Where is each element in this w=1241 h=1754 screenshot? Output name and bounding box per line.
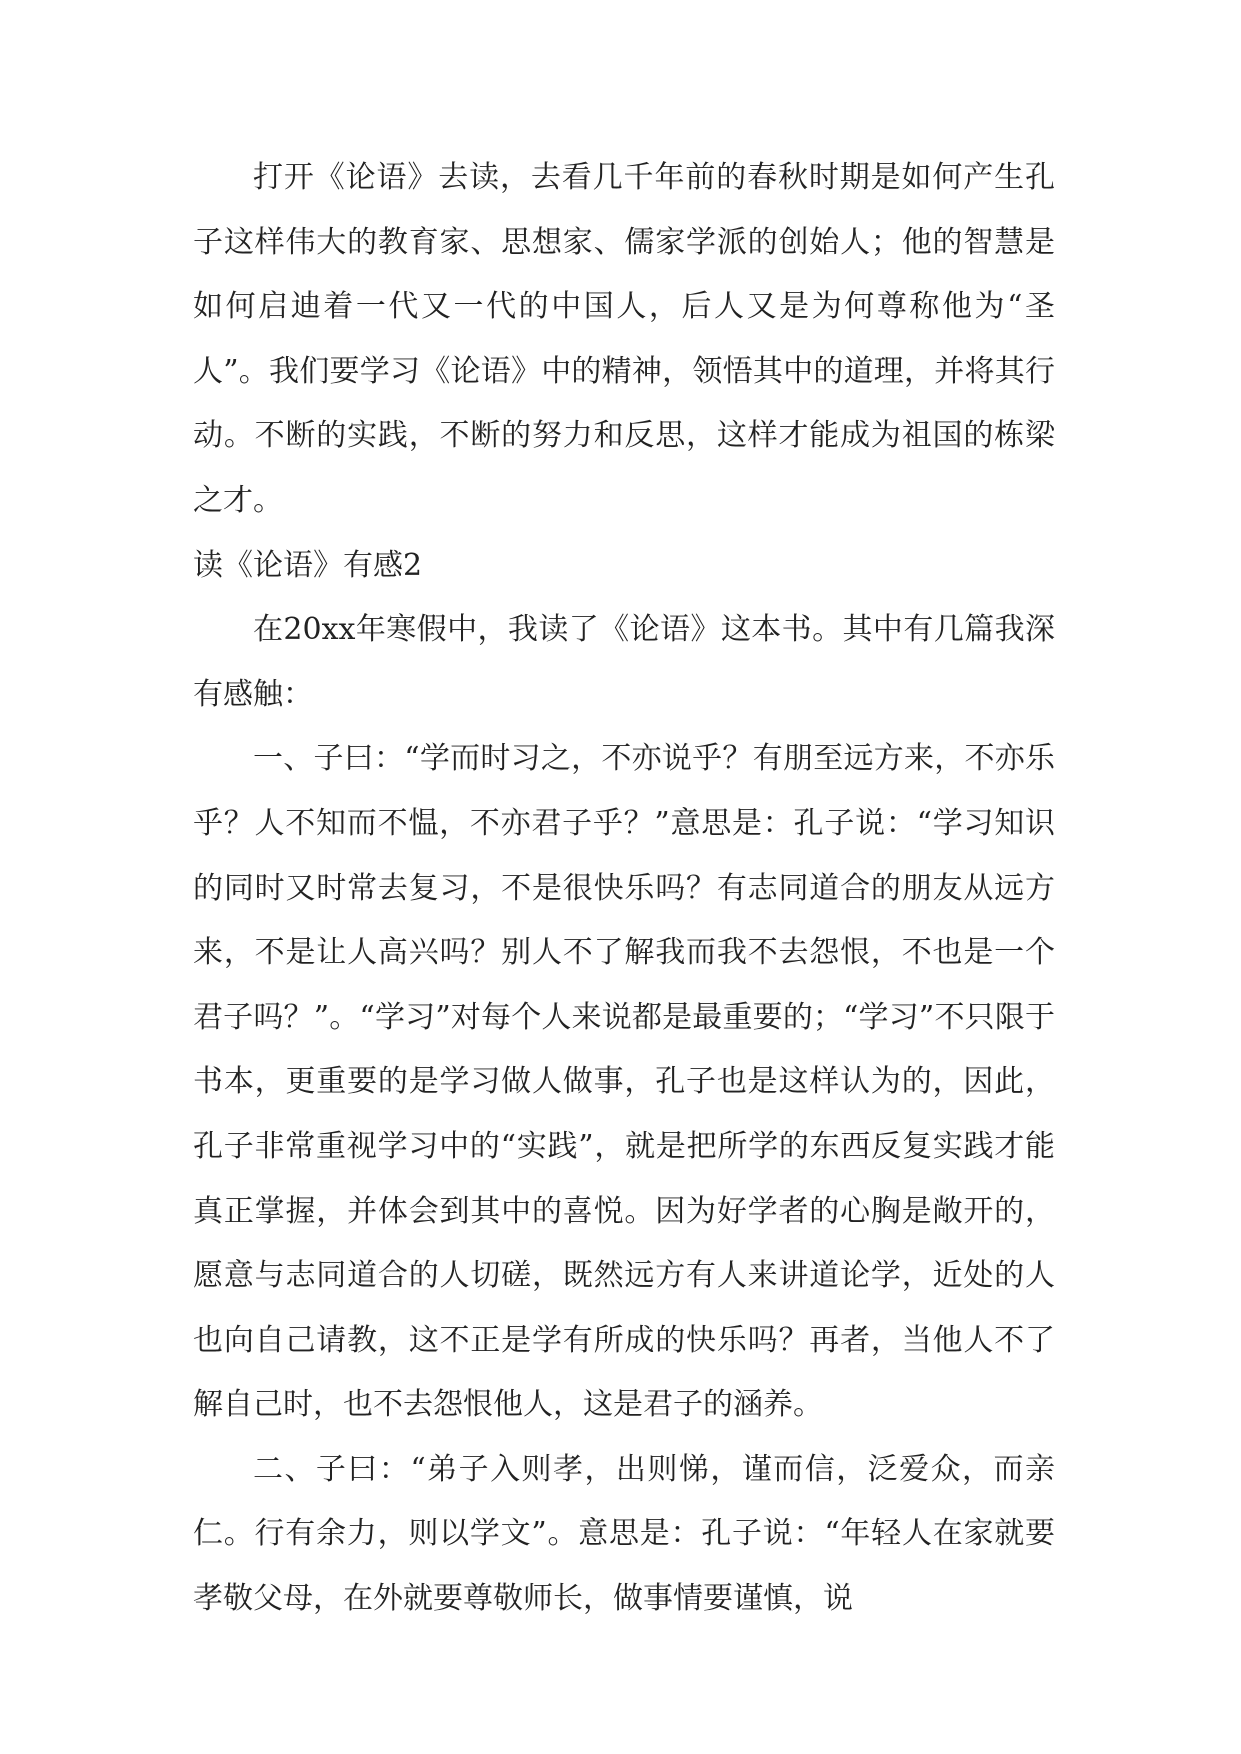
body-paragraph: 二、子曰：“弟子入则孝，出则悌，谨而信，泛爱众，而亲仁。行有余力，则以学文”。意思是：孔子说：“年轻人在家就要孝敬父母，在外就要尊敬师长，做事情要谨慎，说 — [193, 1451, 1055, 1617]
body-paragraph: 打开《论语》去读，去看几千年前的春秋时期是如何产生孔子这样伟大的教育家、思想家、儒家学派的创始人；他的智慧是如何启迪着一代又一代的中国人，后人又是为何尊称他为“圣人”。我们要学习《论语》中的精神，领悟其中的道理，并将其行动。不断的实践，不断的努力和反思，这样才能成为祖国的栋梁之才。 — [193, 160, 1055, 518]
document-page — [193, 146, 1055, 1632]
body-paragraph: 一、子曰：“学而时习之，不亦说乎？有朋至远方来，不亦乐乎？人不知而不愠，不亦君子乎？”意思是：孔子说：“学习知识的同时又时常去复习，不是很快乐吗？有志同道合的朋友从远方来，不是让人高兴吗？别人不了解我而我不去怨恨，不也是一个君子吗？”。“学习”对每个人来说都是最重要的；“学习”不只限于书本，更重要的是学习做人做事，孔子也是这样认为的，因此，孔子非常重视学习中的“实践”，就是把所学的东西反复实践才能真正掌握，并体会到其中的喜悦。因为好学者的心胸是敞开的，愿意与志同道合的人切磋，既然远方有人来讲道论学，近处的人也向自己请教，这不正是学有所成的快乐吗？再者，当他人不了解自己时，也不去怨恨他人，这是君子的涵养。 — [193, 741, 1055, 1423]
section-heading: 读《论语》有感2 — [193, 547, 423, 583]
body-paragraph: 在20xx年寒假中，我读了《论语》这本书。其中有几篇我深有感触： — [193, 612, 1055, 712]
